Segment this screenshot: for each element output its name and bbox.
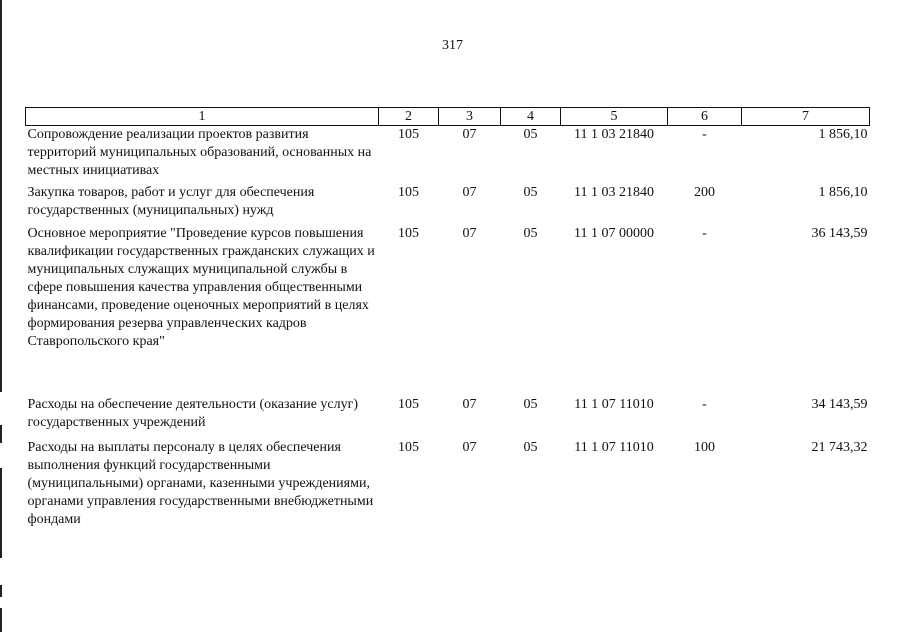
- row-col6: 200: [694, 185, 715, 200]
- row-col6: 100: [694, 440, 715, 455]
- scan-edge-mark: [0, 0, 2, 392]
- row-amount: 1 856,10: [818, 127, 868, 142]
- row-col3: 07: [462, 440, 477, 455]
- row-amount: 34 143,59: [811, 397, 868, 412]
- row-amount: 1 856,10: [818, 185, 868, 200]
- table-row: [26, 439, 870, 529]
- row-col6: -: [702, 397, 707, 412]
- header-row: [26, 108, 870, 126]
- scan-edge-mark: [0, 468, 2, 558]
- row-name: Основное мероприятие "Проведение курсов повышения квалификации государственных гражданских служащих и муниципальных служащих муниципальной службы в сфере повышения качества управления общественными финансами, проведение оценочных мероприятий в целях формирования резерва управленческих кадров Ставропольского края": [27, 226, 375, 349]
- table-row: [26, 184, 870, 225]
- header-cell-6: 6: [668, 108, 742, 126]
- budget-table: [25, 107, 870, 529]
- row-amount: 36 143,59: [811, 226, 868, 241]
- row-col2: 105: [398, 185, 419, 200]
- table-row: [26, 396, 870, 439]
- row-col3: 07: [462, 397, 477, 412]
- header-cell-1: 1: [26, 108, 379, 126]
- table-row: [26, 225, 870, 396]
- row-col6: -: [702, 226, 707, 241]
- row-col2: 105: [398, 127, 419, 142]
- row-col4: 05: [523, 185, 538, 200]
- row-col5: 11 1 07 11010: [574, 440, 654, 455]
- row-name: Закупка товаров, работ и услуг для обеспечения государственных (муниципальных) нужд: [27, 185, 315, 218]
- row-col5: 11 1 07 11010: [574, 397, 654, 412]
- header-cell-4: 4: [501, 108, 561, 126]
- row-name: Сопровождение реализации проектов развития территорий муниципальных образований, основанных на местных инициативах: [27, 127, 372, 178]
- row-name: Расходы на выплаты персоналу в целях обеспечения выполнения функций государственными (муниципальными) органами, казенными учреждениями, органами управления государственными внебюджетными фондами: [27, 440, 374, 527]
- header-cell-7: 7: [742, 108, 870, 126]
- row-col6: -: [702, 127, 707, 142]
- row-col2: 105: [398, 226, 419, 241]
- row-col2: 105: [398, 397, 419, 412]
- row-col4: 05: [523, 226, 538, 241]
- row-col4: 05: [523, 397, 538, 412]
- table-row: [26, 126, 870, 185]
- row-col3: 07: [462, 185, 477, 200]
- scan-edge-mark: [0, 608, 2, 632]
- row-col5: 11 1 03 21840: [574, 185, 654, 200]
- row-col3: 07: [462, 226, 477, 241]
- table-body: [26, 126, 870, 530]
- row-col3: 07: [462, 127, 477, 142]
- row-col2: 105: [398, 440, 419, 455]
- header-cell-3: 3: [439, 108, 501, 126]
- scan-edge-mark: [0, 585, 2, 597]
- row-amount: 21 743,32: [811, 440, 868, 455]
- row-col4: 05: [523, 127, 538, 142]
- scan-edge-mark: [0, 425, 2, 443]
- row-col5: 11 1 07 00000: [574, 226, 654, 241]
- header-cell-2: 2: [379, 108, 439, 126]
- row-col5: 11 1 03 21840: [574, 127, 654, 142]
- row-name: Расходы на обеспечение деятельности (оказание услуг) государственных учреждений: [27, 397, 359, 430]
- table-header: [26, 108, 870, 126]
- page-number: 317: [442, 38, 463, 53]
- header-cell-5: 5: [561, 108, 668, 126]
- row-col4: 05: [523, 440, 538, 455]
